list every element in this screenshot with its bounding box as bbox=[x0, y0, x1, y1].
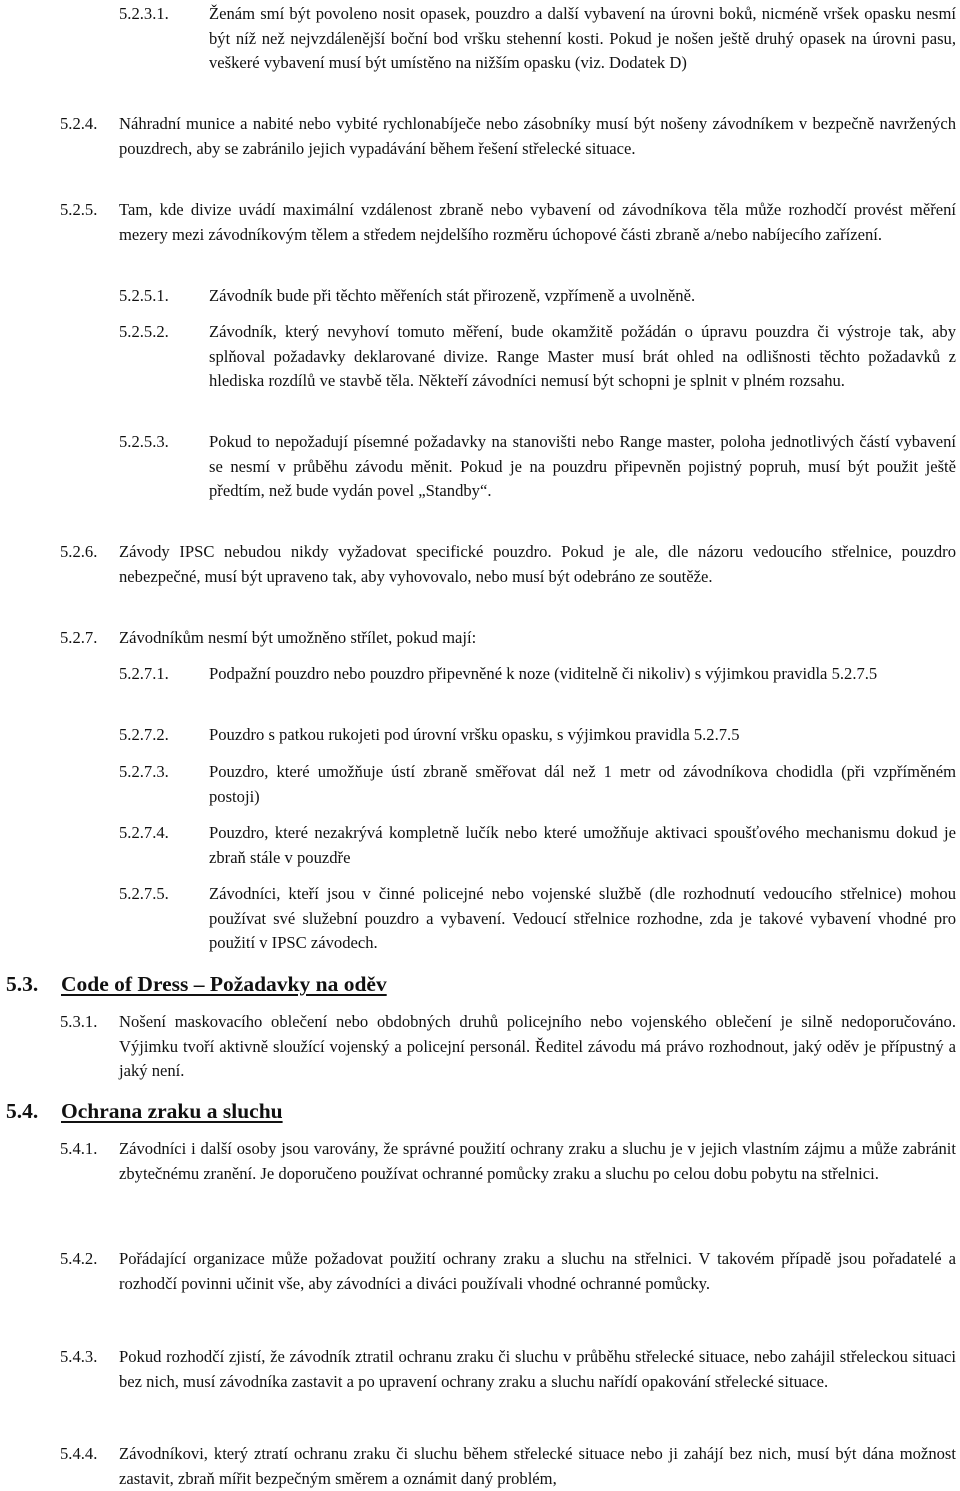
rule-5-2-7-5 bbox=[119, 882, 956, 956]
rule-5-4-3 bbox=[60, 1345, 956, 1394]
rule-text: Závody IPSC nebudou nikdy vyžadovat specifické pouzdro. Pokud je ale, dle názoru vedoucího střelnice, pouzdro nebezpečné, musí být upraveno tak, aby vyhovovalo, nebo musí být odebráno ze soutěže. bbox=[119, 542, 956, 586]
rule-number: 5.2.5. bbox=[60, 200, 98, 219]
rule-5-4-4 bbox=[60, 1442, 956, 1491]
rule-text: Pořádající organizace může požadovat použití ochrany zraku a sluchu na střelnici. V takovém případě jsou pořadatelé a rozhodčí povinni učinit vše, aby závodníci a diváci používali vhodné ochranné pomůcky. bbox=[119, 1249, 956, 1293]
rule-number: 5.2.7. bbox=[60, 628, 98, 647]
rule-5-2-7-2 bbox=[119, 723, 956, 748]
rule-number: 5.2.5.2. bbox=[119, 322, 169, 341]
rule-text: Ženám smí být povoleno nosit opasek, pouzdro a další vybavení na úrovni boků, nicméně vršek opasku nesmí být níž než nejvzdálenější boční bod vršku stehenní kosti. Pokud je nošen ještě druhý opasek na úrovni pasu, veškeré vybavení musí být umístěno na nižším opasku (viz. Dodatek D) bbox=[209, 4, 956, 73]
rule-text: Podpažní pouzdro nebo pouzdro připevněné k noze (viditelně či nikoliv) s výjimkou pravidla 5.2.7.5 bbox=[209, 664, 878, 683]
rule-text: Pokud rozhodčí zjistí, že závodník ztratil ochranu zraku či sluchu v průběhu střelecké situace, nebo zahájil střeleckou situaci bez nich, musí závodníka zastavit a po upravení ochrany zraku a sluchu nařídí opakování střelecké situace. bbox=[119, 1347, 956, 1391]
rule-5-2-3-1 bbox=[119, 2, 956, 76]
rule-number: 5.2.3.1. bbox=[119, 4, 169, 23]
rule-5-2-5 bbox=[60, 198, 956, 247]
rule-text: Nošení maskovacího oblečení nebo obdobných druhů policejního nebo vojenského oblečení je silně nedoporučováno. Výjimku tvoří aktivně sloužící vojenský a policejní personál. Ředitel závodu má právo rozhodnout, jaký oděv je přípustný a jaký není. bbox=[119, 1012, 956, 1081]
rule-number: 5.2.7.2. bbox=[119, 725, 169, 744]
rule-number: 5.2.4. bbox=[60, 114, 98, 133]
rule-number: 5.3.1. bbox=[60, 1012, 98, 1031]
rule-5-2-6 bbox=[60, 540, 956, 589]
rule-5-2-7-4 bbox=[119, 821, 956, 870]
section-number: 5.4. bbox=[6, 1099, 39, 1123]
rule-number: 5.2.7.3. bbox=[119, 762, 169, 781]
rule-text: Pouzdro, které umožňuje ústí zbraně směřovat dál než 1 metr od závodníkova chodidla (při vzpříměném postoji) bbox=[209, 762, 956, 806]
rule-number: 5.2.6. bbox=[60, 542, 98, 561]
rule-number: 5.2.5.1. bbox=[119, 286, 169, 305]
rule-5-2-5-2 bbox=[119, 320, 956, 394]
rule-5-3-1 bbox=[60, 1010, 956, 1084]
rule-5-2-7 bbox=[60, 626, 956, 651]
rule-number: 5.4.4. bbox=[60, 1444, 98, 1463]
rule-5-4-2 bbox=[60, 1247, 956, 1296]
rule-5-2-5-3 bbox=[119, 430, 956, 504]
rule-number: 5.4.1. bbox=[60, 1139, 98, 1158]
rule-number: 5.2.5.3. bbox=[119, 432, 169, 451]
rule-number: 5.2.7.5. bbox=[119, 884, 169, 903]
rule-text: Náhradní munice a nabité nebo vybité rychlonabíječe nebo zásobníky musí být nošeny závodníkem v bezpečně navržených pouzdrech, aby se zabránilo jejich vypadávání během řešení střelecké situace. bbox=[119, 114, 956, 158]
rule-5-2-4 bbox=[60, 112, 956, 161]
section-heading-5-4 bbox=[6, 1098, 283, 1124]
rule-5-2-7-3 bbox=[119, 760, 956, 809]
rule-5-2-5-1 bbox=[119, 284, 956, 309]
section-number: 5.3. bbox=[6, 972, 39, 996]
section-title: Code of Dress – Požadavky na oděv bbox=[61, 972, 387, 996]
rule-number: 5.4.2. bbox=[60, 1249, 98, 1268]
rule-text: Pokud to nepožadují písemné požadavky na stanovišti nebo Range master, poloha jednotlivých částí vybavení se nesmí v průběhu závodu měnit. Pokud je na pouzdru připevněn pojistný popruh, musí být použit ještě předtím, než bude vydán povel „Standby“. bbox=[209, 432, 956, 501]
rule-text: Závodník, který nevyhoví tomuto měření, bude okamžitě požádán o úpravu pouzdra či výstroje tak, aby splňoval požadavky deklarované divize. Range Master musí brát ohled na odlišnosti těchto požadavků z hlediska rozdílů ve stavbě těla. Někteří závodníci nemusí být schopni je splnit v plném rozsahu. bbox=[209, 322, 956, 391]
rule-text: Závodníkům nesmí být umožněno střílet, pokud mají: bbox=[119, 628, 477, 647]
rule-text: Pouzdro, které nezakrývá kompletně lučík nebo které umožňuje aktivaci spoušťového mechanismu dokud je zbraň stále v pouzdře bbox=[209, 823, 956, 867]
rule-5-4-1 bbox=[60, 1137, 956, 1186]
rule-text: Pouzdro s patkou rukojeti pod úrovní vršku opasku, s výjimkou pravidla 5.2.7.5 bbox=[209, 725, 740, 744]
rule-number: 5.2.7.4. bbox=[119, 823, 169, 842]
rule-number: 5.4.3. bbox=[60, 1347, 98, 1366]
rule-text: Závodníci, kteří jsou v činné policejné nebo vojenské službě (dle rozhodnutí vedoucího střelnice) mohou používat své služební pouzdro a vybavení. Vedoucí střelnice rozhodne, zda je takové vybavení vhodné pro použití v IPSC závodech. bbox=[209, 884, 956, 953]
rule-text: Tam, kde divize uvádí maximální vzdálenost zbraně nebo vybavení od závodníkova těla může rozhodčí provést měření mezery mezi závodníkovým tělem a středem nejdelšího rozměru úchopové části zbraně a/nebo nabíjecího zařízení. bbox=[119, 200, 956, 244]
section-heading-5-3 bbox=[6, 971, 387, 997]
rule-5-2-7-1 bbox=[119, 662, 956, 687]
rule-text: Závodníci i další osoby jsou varovány, že správné použití ochrany zraku a sluchu je v jejich vlastním zájmu a může zabránit zbytečnému zranění. Je doporučeno používat ochranné pomůcky zraku a sluchu po celou dobu pobytu na střelnici. bbox=[119, 1139, 956, 1183]
rule-number: 5.2.7.1. bbox=[119, 664, 169, 683]
rule-text: Závodník bude při těchto měřeních stát přirozeně, vzpřímeně a uvolněně. bbox=[209, 286, 696, 305]
section-title: Ochrana zraku a sluchu bbox=[61, 1099, 283, 1123]
rule-text: Závodníkovi, který ztratí ochranu zraku či sluchu během střelecké situace nebo ji zahájí bez nich, musí být dána možnost zastavit, zbraň mířit bezpečným směrem a oznámit daný problém, bbox=[119, 1444, 956, 1488]
